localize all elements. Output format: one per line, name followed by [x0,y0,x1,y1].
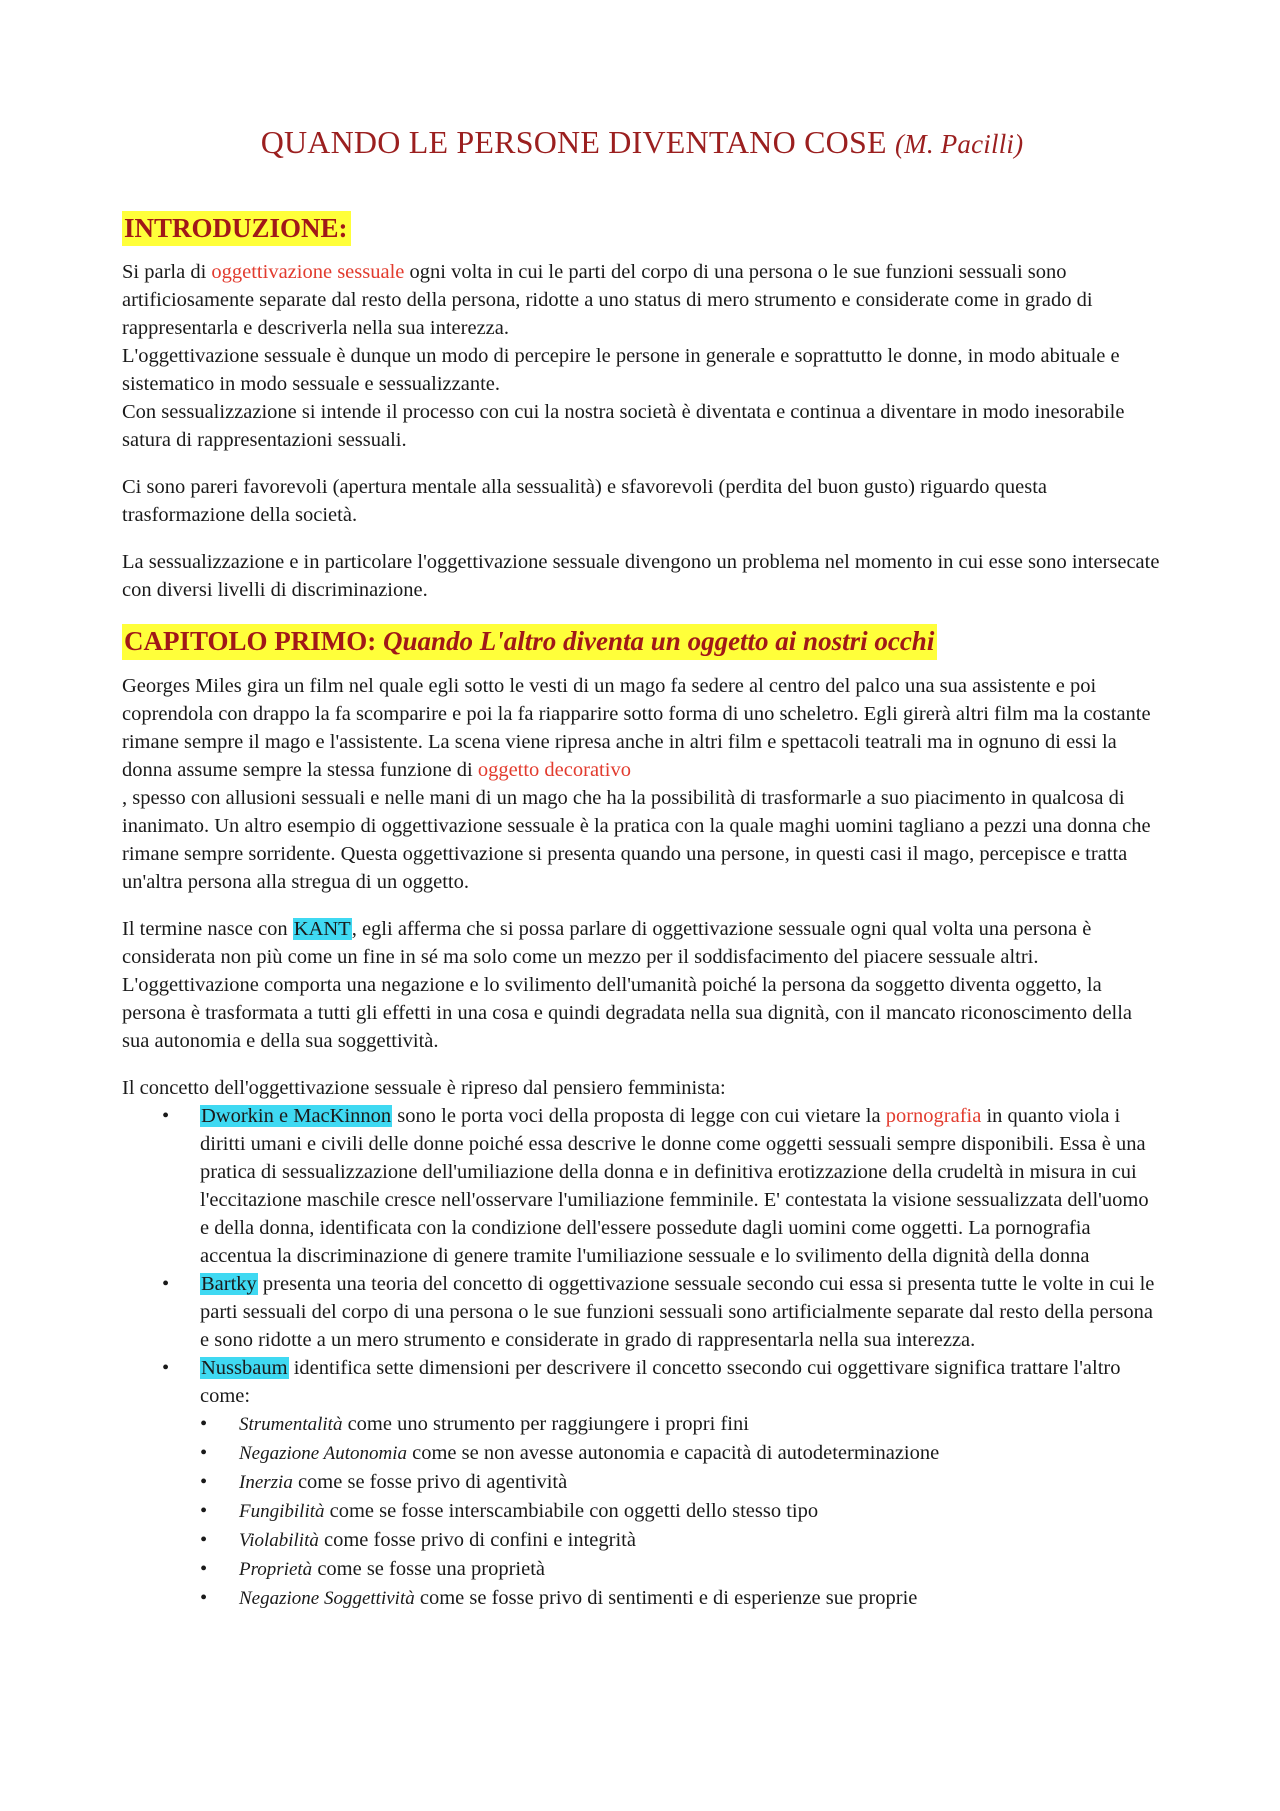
intro-paragraph-2: Ci sono pareri favorevoli (apertura mentale alla sessualità) e sfavorevoli (perdita del buon gusto) riguardo questa trasformazione della società. [122,476,1048,527]
dimension-term: Strumentalità [239,1413,343,1435]
intro-paragraph-1 [122,258,1162,454]
dimension-desc: come se fosse interscambiabile con oggetti dello stesso tipo [324,1499,819,1522]
dimension-desc: come fosse privo di confini e integrità [318,1528,636,1551]
highlight-kant: KANT [293,917,351,940]
bullet-icon: • [162,1104,170,1127]
bullet-icon: • [200,1499,208,1522]
intro-paragraph-3: La sessualizzazione e in particolare l'oggettivazione sessuale divengono un problema nel momento in cui esse sono intersecate con diversi livelli di discriminazione. [122,551,1160,602]
dimension-item [122,1468,1162,1497]
term-oggettivazione-sessuale: oggettivazione sessuale [211,261,405,284]
dimension-term: Inerzia [239,1471,293,1493]
dimension-item [122,1497,1162,1526]
intro-heading: INTRODUZIONE: [122,211,351,246]
document-title [122,124,1162,161]
chapter-1-paragraph-1 [122,672,1162,896]
kant-text [122,915,1162,971]
dimension-item [122,1410,1162,1439]
chapter-1-paragraph-3: Il concetto dell'oggettivazione sessuale è ripreso dal pensiero femminista: [122,1076,726,1099]
dimension-term: Fungibilità [239,1500,325,1522]
term-pornografia: pornografia [885,1104,982,1127]
text-run: Si parla di [122,261,212,284]
feminist-thinkers-list [122,1102,1162,1410]
dimension-term: Proprietà [239,1558,313,1580]
text-run: Il termine nasce con [122,917,293,940]
text-run: sono le porta voci della proposta di legge con cui vietare la [392,1104,886,1127]
highlight-dworkin-mackinnon: Dworkin e MacKinnon [201,1104,392,1127]
text-run: Georges Miles gira un film nel quale egli sotto le vesti di un mago fa sedere al centro del palco una sua assistente e poi coprendola con drappo la fa scomparire e poi la fa riapparire sotto forma di uno scheletro. Egli girerà altri film ma la costante rimane sempre il mago e l'assistente. La scena viene ripresa anche in altri film e spettacoli teatrali ma in ognuno di essi la donna assume sempre la stessa funzione di [122,674,1151,781]
intro-text-1 [122,258,1162,342]
chapter-1-paragraph-2 [122,915,1162,1055]
dimension-desc: come se non avesse autonomia e capacità di autodeterminazione [407,1441,940,1464]
bullet-icon: • [200,1412,208,1435]
bullet-icon: • [162,1272,170,1295]
dimension-item [122,1584,1162,1613]
bullet-icon: • [200,1441,208,1464]
list-item-bartky [122,1270,1162,1354]
dimension-desc: come se fosse privo di agentività [292,1470,568,1493]
chapter-1-section [122,624,1162,1612]
title-author: (M. Pacilli) [894,129,1024,159]
dimension-term: Violabilità [239,1529,319,1551]
dimension-item [122,1555,1162,1584]
intro-section [122,211,1162,604]
bullet-icon: • [200,1470,208,1493]
term-oggetto-decorativo: oggetto decorativo [477,758,631,781]
dimension-item [122,1526,1162,1555]
intro-text-2: L'oggettivazione sessuale è dunque un modo di percepire le persone in generale e soprattutto le donne, in modo abituale e sistematico in modo sessuale e sessualizzante. [122,345,1120,396]
text-run: in quanto viola i diritti umani e civili delle donne poiché essa descrive le donne come oggetti sessuali sempre disponibili. Essa è una pratica di sessualizzazione dell'umiliazione della donna e in definitiva erotizzazione della crudeltà in misura in cui l'eccitazione maschile cresce nell'osservare l'umiliazione femminile. E' contestata la visione sessualizzata dell'uomo e della donna, identificata con la condizione dell'essere possedute dagli uomini come oggetti. La pornografia accentua la discriminazione di genere tramite l'umiliazione sessuale e lo svilimento della dignità della donna [200,1104,1149,1267]
intro-text-3: Con sessualizzazione si intende il processo con cui la nostra società è diventata e continua a diventare in modo inesorabile satura di rappresentazioni sessuali. [122,401,1125,452]
dimension-term: Negazione Autonomia [239,1442,408,1464]
title-main: QUANDO LE PERSONE DIVENTANO COSE [260,124,887,160]
list-item-dworkin-mackinnon [122,1102,1162,1270]
text-run: identifica sette dimensioni per descrivere il concetto ssecondo cui oggettivare significa trattare l'altro come: [200,1356,1121,1407]
text-run: , egli afferma che si possa parlare di oggettivazione sessuale ogni qual volta una persona è considerata non più come un fine in sé ma solo come un mezzo per il soddisfacimento del piacere sessuale altri. [122,917,1092,968]
list-item-nussbaum [122,1354,1162,1410]
dimension-item [122,1439,1162,1468]
chapter-1-heading [122,624,937,659]
oggettivazione-text: L'oggettivazione comporta una negazione e lo svilimento dell'umanità poiché la persona da soggetto diventa oggetto, la persona è trasformata a tutti gli effetti in una cosa e quindi degradata nella sua dignità, con il mancato riconoscimento della sua autonomia e della sua soggettività. [122,973,1133,1052]
bullet-icon: • [162,1356,170,1379]
bullet-icon: • [200,1528,208,1551]
bullet-icon: • [200,1586,208,1609]
dimension-desc: come uno strumento per raggiungere i propri fini [342,1412,749,1435]
nussbaum-dimensions-list [122,1410,1162,1613]
dimension-desc: come se fosse una proprietà [312,1557,546,1580]
dimension-desc: come se fosse privo di sentimenti e di esperienze sue proprie [414,1586,918,1609]
bullet-icon: • [200,1557,208,1580]
text-run: presenta una teoria del concetto di oggettivazione sessuale secondo cui essa si presenta tutte le volte in cui le parti sessuali del corpo di una persona o le sue funzioni sessuali sono artificialmente separate dal resto della persona e sono ridotte a un mero strumento e considerate in grado di rappresentarla nella sua interezza. [200,1272,1155,1351]
chapter-title: Quando L'altro diventa un oggetto ai nostri occhi [383,626,935,657]
dimension-term: Negazione Soggettività [239,1587,415,1609]
highlight-bartky: Bartky [201,1272,257,1295]
text-run: ogni volta in cui le parti del corpo di una persona o le sue funzioni sessuali sono artificiosamente separate dal resto della persona, ridotte a uno status di mero strumento e considerate come in grado di rappresentarla e descriverla nella sua interezza. [122,261,1093,340]
highlight-nussbaum: Nussbaum [201,1356,288,1379]
text-run: , spesso con allusioni sessuali e nelle mani di un mago che ha la possibilità di trasformarle a suo piacimento in qualcosa di inanimato. Un altro esempio di oggettivazione sessuale è la pratica con la quale maghi uomini tagliano a pezzi una donna che rimane sempre sorridente. Questa oggettivazione si presenta quando una persone, in questi casi il mago, percepisce e tratta un'altra persona alla stregua di un oggetto. [122,786,1151,893]
chapter-label: CAPITOLO PRIMO: [124,626,377,657]
